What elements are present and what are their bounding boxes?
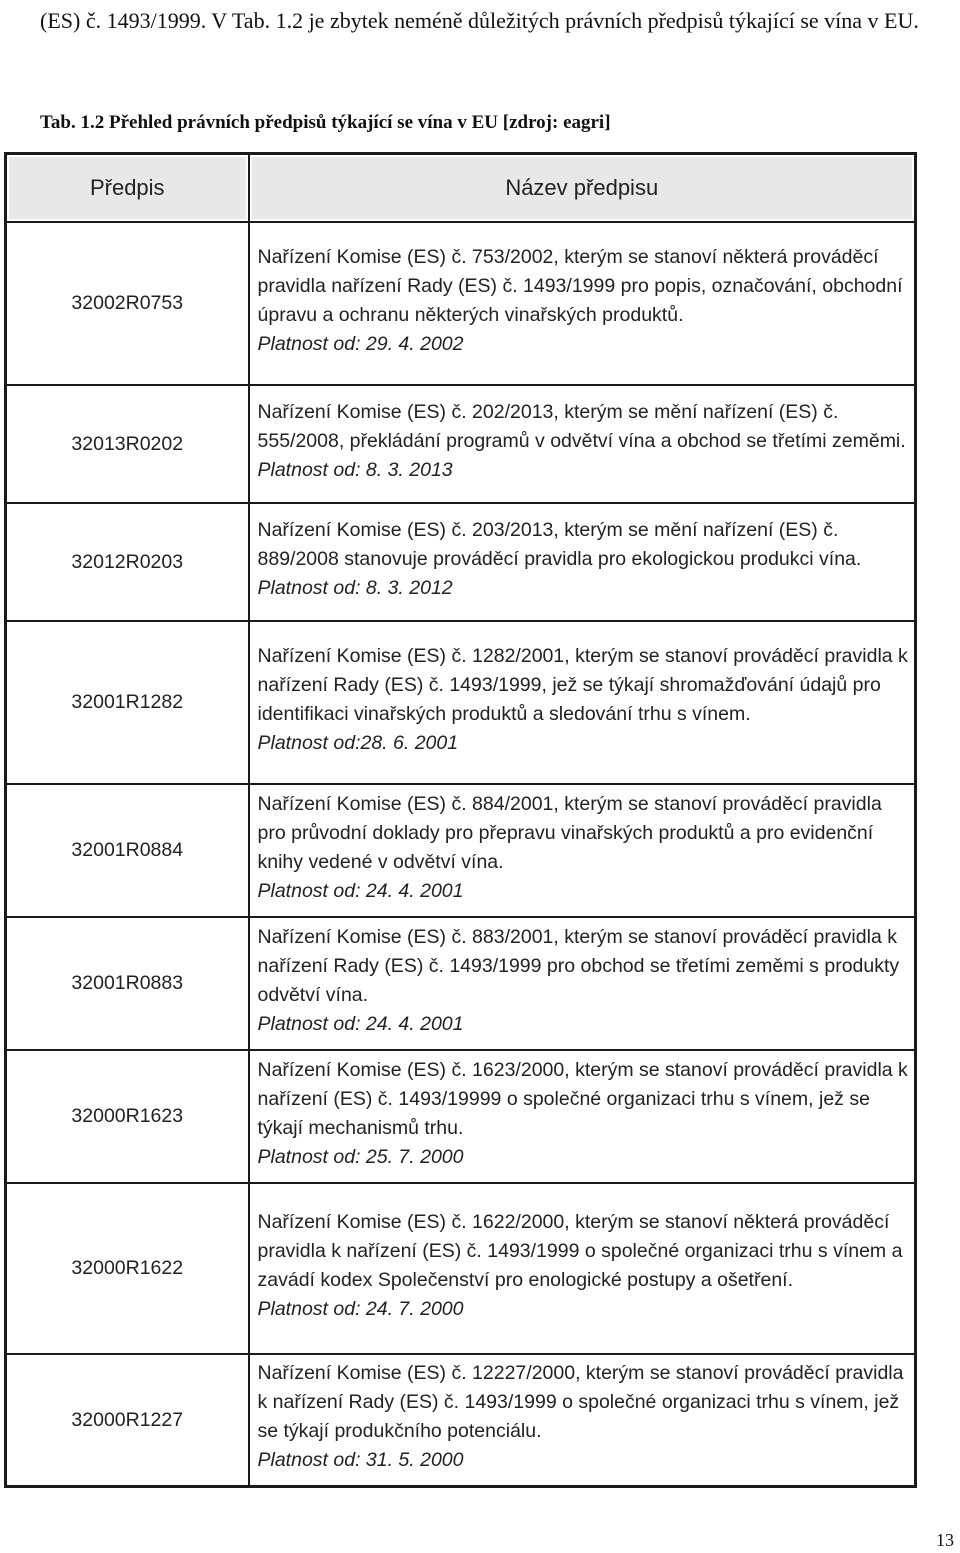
regulation-title: Nařízení Komise (ES) č. 1282/2001, kterým se stanoví prováděcí pravidla k nařízení Rady (ES) č. 1493/1999, jež se týkají shromažďování údajů pro identifikaci vinařských produktů a sledování trhu s vínem. (257, 644, 908, 725)
regulation-title: Nařízení Komise (ES) č. 12227/2000, kterým se stanoví prováděcí pravidla k nařízení Rady (ES) č. 1493/1999 o společné organizaci trhu s vínem, jež se týkají produkčního potenciálu. (257, 1362, 904, 1442)
table-row (6, 385, 916, 503)
table-row (6, 784, 916, 917)
regulation-code: 32001R0884 (6, 784, 249, 917)
regulations-table (4, 152, 917, 1488)
table-row (6, 222, 916, 385)
validity-date: Platnost od: 31. 5. 2000 (257, 1449, 464, 1471)
table-row (6, 621, 916, 784)
regulation-description (249, 917, 916, 1050)
table-row (6, 1050, 916, 1183)
regulation-description (249, 385, 916, 503)
table-row (6, 1183, 916, 1354)
validity-date: Platnost od: 25. 7. 2000 (257, 1145, 464, 1168)
regulation-title: Nařízení Komise (ES) č. 1623/2000, kterým se stanoví prováděcí pravidla k nařízení (ES) č. 1493/19999 o společné organizaci trhu s vínem, jež se týkají mechanismů trhu. (257, 1058, 908, 1139)
table-row (6, 917, 916, 1050)
regulation-code: 32000R1227 (6, 1354, 249, 1487)
validity-date: Platnost od: 8. 3. 2013 (257, 458, 453, 481)
header-predpis: Předpis (6, 154, 249, 223)
regulation-code: 32000R1622 (6, 1183, 249, 1354)
regulation-description (249, 621, 916, 784)
regulation-title: Nařízení Komise (ES) č. 883/2001, kterým se stanoví prováděcí pravidla k nařízení Rady (ES) č. 1493/1999 pro obchod se třetími zeměmi s produkty odvětví vína. (257, 925, 900, 1006)
table-row (6, 1354, 916, 1487)
validity-date: Platnost od: 24. 7. 2000 (257, 1297, 464, 1320)
regulation-code: 32013R0202 (6, 385, 249, 503)
regulation-description (249, 222, 916, 385)
regulation-code: 32001R0883 (6, 917, 249, 1050)
header-nazev-predpisu: Název předpisu (249, 154, 916, 223)
validity-date: Platnost od: 29. 4. 2002 (257, 332, 464, 355)
regulation-title: Nařízení Komise (ES) č. 753/2002, kterým se stanoví některá prováděcí pravidla nařízení Rady (ES) č. 1493/1999 pro popis, označování, obchodní úpravu a ochranu některých vinařských produktů. (257, 245, 903, 326)
regulation-code: 32002R0753 (6, 222, 249, 385)
table-row (6, 503, 916, 621)
regulation-title: Nařízení Komise (ES) č. 1622/2000, kterým se stanoví některá prováděcí pravidla k nařízení (ES) č. 1493/1999 o společné organizaci trhu s vínem a zavádí kodex Společenství pro enologické postupy a ošetření. (257, 1210, 903, 1291)
table-header-row (6, 154, 916, 223)
intro-paragraph: (ES) č. 1493/1999. V Tab. 1.2 je zbytek neméně důležitých právních předpisů týkající se vína v EU. (40, 8, 919, 33)
validity-date: Platnost od: 8. 3. 2012 (257, 576, 453, 599)
validity-date: Platnost od:28. 6. 2001 (257, 731, 459, 754)
page-number: 13 (936, 1530, 954, 1550)
regulation-description (249, 1183, 916, 1354)
validity-date: Platnost od: 24. 4. 2001 (257, 879, 464, 902)
regulation-title: Nařízení Komise (ES) č. 202/2013, kterým se mění nařízení (ES) č. 555/2008, překládání programů v odvětví vína a obchod se třetími zeměmi. (257, 400, 906, 452)
regulation-code: 32000R1623 (6, 1050, 249, 1183)
regulation-code: 32001R1282 (6, 621, 249, 784)
regulation-title: Nařízení Komise (ES) č. 203/2013, kterým se mění nařízení (ES) č. 889/2008 stanovuje prováděcí pravidla pro ekologickou produkci vína. (257, 518, 862, 570)
regulation-description (249, 1050, 916, 1183)
regulation-title: Nařízení Komise (ES) č. 884/2001, kterým se stanoví prováděcí pravidla pro průvodní doklady pro přepravu vinařských produktů a pro evidenční knihy vedené v odvětví vína. (257, 792, 882, 873)
table-caption: Tab. 1.2 Přehled právních předpisů týkající se vína v EU [zdroj: eagri] (40, 112, 611, 133)
regulation-code: 32012R0203 (6, 503, 249, 621)
regulation-description (249, 784, 916, 917)
regulation-description (249, 1354, 916, 1487)
regulation-description (249, 503, 916, 621)
validity-date: Platnost od: 24. 4. 2001 (257, 1012, 464, 1035)
